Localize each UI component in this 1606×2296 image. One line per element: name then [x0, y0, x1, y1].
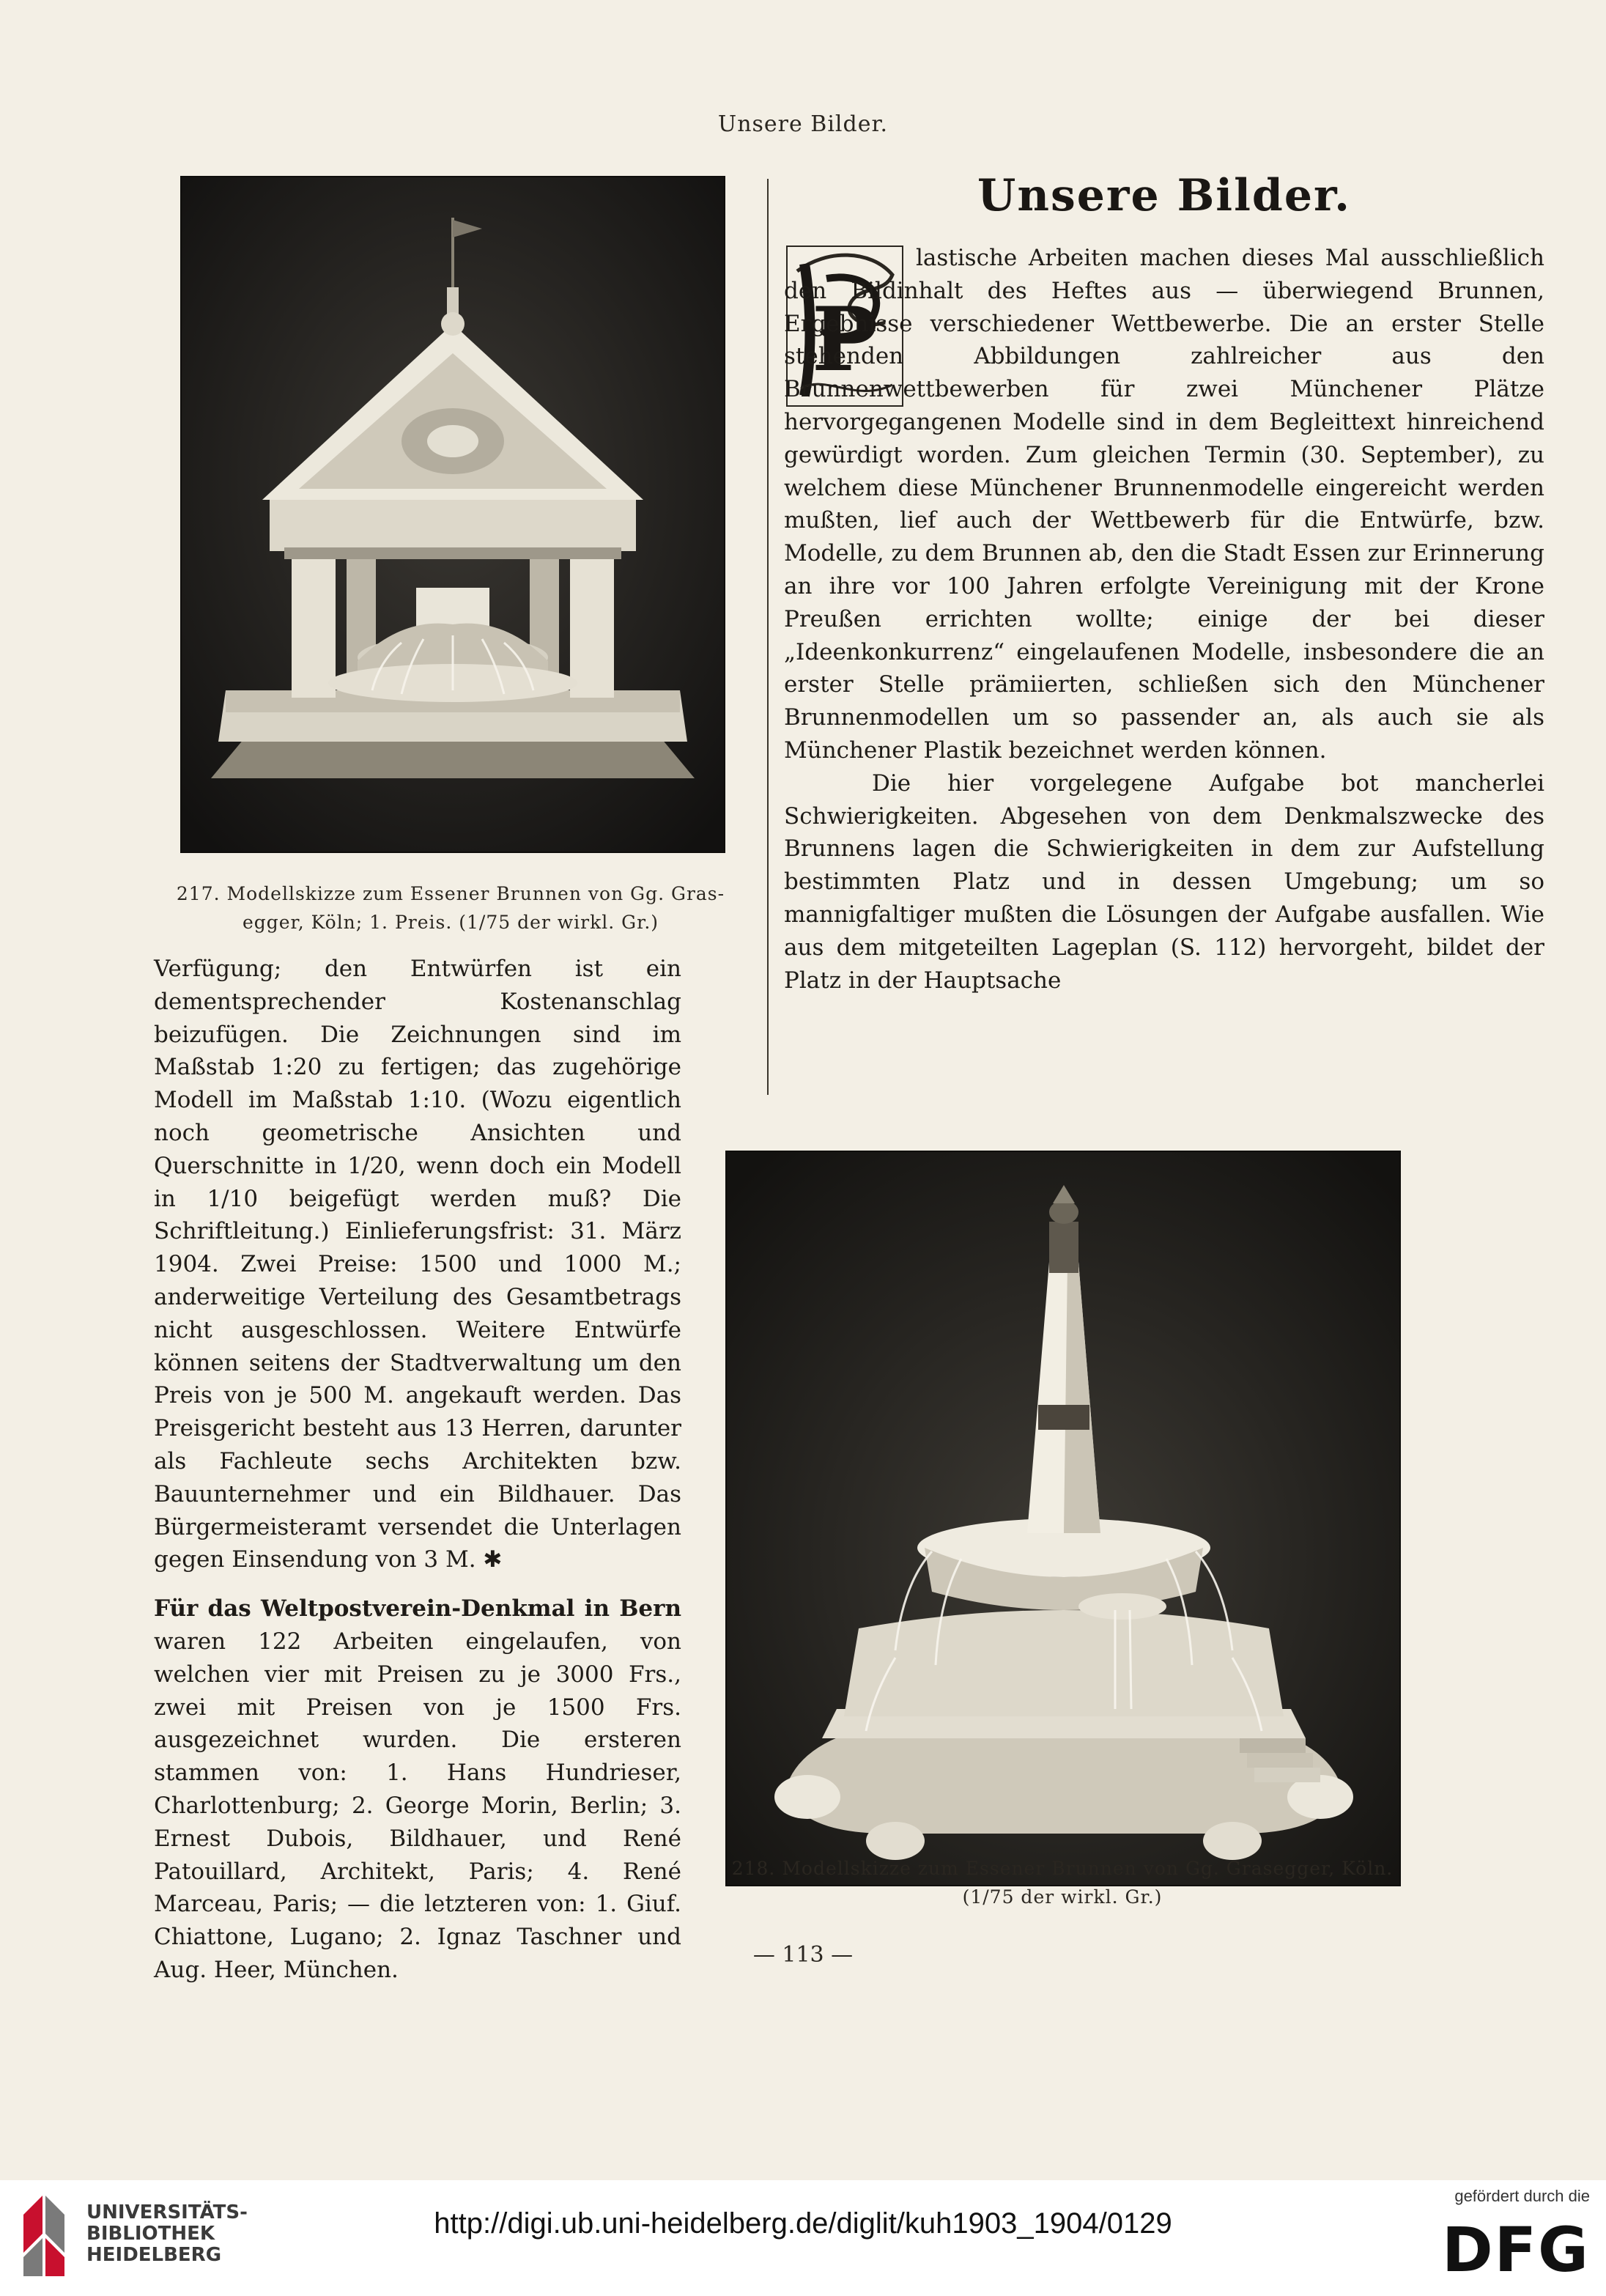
left-paragraph-2: [154, 1592, 681, 1987]
right-paragraph-2: Die hier vorgelegene Aufgabe bot mancherlei Schwierigkeiten. Abgesehen von dem Denkmalszwecke des Brunnens lagen die Schwierigkeiten in dem zur Aufstellung bestimmten Platz und in dessen Umgebung; um so mannigfaltiger mußten die Lösungen der Aufgabe ausfallen. Wie aus dem mitgeteilten Lageplan (S. 112) hervorgeht, bildet der Platz in der Hauptsache: [784, 769, 1544, 994]
fountain-temple-illustration: [182, 177, 724, 852]
fountain-obelisk-illustration: [727, 1152, 1399, 1885]
running-head: Unsere Bilder.: [717, 111, 889, 137]
figure-217-caption-line2: egger, Köln; 1. Preis. (1/75 der wirkl. Gr.): [242, 912, 659, 933]
article-heading: Unsere Bilder.: [977, 170, 1351, 221]
dfg-logo: DFG: [1441, 2214, 1590, 2286]
figure-217-caption-line1: 217. Modellskizze zum Essener Brunnen von Gg. Gras-: [176, 883, 725, 904]
right-paragraph-1-text: lastische Arbeiten machen dieses Mal ausschließlich den Bildinhalt des Heftes aus — überwiegend Brunnen, Ergebnisse verschiedener Wettbewerbe. Die an erster Stelle stehenden Abbildungen zahlreicher aus den Brunnenwettbewerben für zwei Münchener Plätze hervorgegangenen Modelle sind in dem Begleittext hinreichend gewürdigt worden. Zum gleichen Termin (30. September), zu welchem diese Münchener Brunnenmodelle eingereicht werden mußten, lief auch der Wettbewerb für die Entwürfe, bzw. Modelle, zu dem Brunnen ab, den die Stadt Essen zur Erinnerung an ihre vor 100 Jahren erfolgte Vereinigung mit der Krone Preußen errichten wollte; einige der bei dieser „Ideenkonkurrenz“ eingelaufenen Modelle, insbesondere die an erster Stelle prämiierten, schließen sich den Münchener Brunnenmodellen um so passender an, als auch sie als Münchener Plastik bezeichnet werden können.: [784, 245, 1544, 764]
figure-218-caption-line1: 218. Modellskizze zum Essener Brunnen von Gg. Grasegger, Köln.: [731, 1858, 1394, 1879]
left-paragraph-2-heading: Für das Weltpostverein-Denkmal in Bern: [154, 1595, 681, 1623]
right-column-text: [784, 242, 1544, 997]
figure-218-caption-line2: (1/75 der wirkl. Gr.): [962, 1886, 1163, 1908]
funding-label: gefördert durch die: [1454, 2187, 1590, 2205]
figure-217-photo: [180, 176, 725, 853]
left-paragraph-1: Verfügung; den Entwürfen ist ein dementsprechender Kostenanschlag beizufügen. Die Zeichnungen sind im Maßstab 1:20 zu fertigen; das zugehörige Modell im Maßstab 1:10. (Wozu eigentlich noch geometrische Ansichten und Querschnitte in 1/20, wenn doch ein Modell in 1/10 beigefügt werden muß? Die Schriftleitung.) Einlieferungsfrist: 31. März 1904. Zwei Preise: 1500 und 1000 M.; anderweitige Verteilung des Gesamtbetrags nicht ausgeschlossen. Weitere Entwürfe können seitens der Stadtverwaltung um den Preis von je 500 M. angekauft werden. Das Preisgericht besteht aus 13 Herren, darunter als Fachleute sechs Architekten bzw. Bauunternehmer und ein Bildhauer. Das Bürgermeisteramt versendet die Unterlagen gegen Einsendung von 3 M. ✱: [154, 956, 681, 1573]
figure-218-photo: [725, 1151, 1401, 1886]
page-number: — 113 —: [752, 1942, 854, 1968]
figure-217-caption: [132, 879, 769, 937]
dropcap-letter: P: [811, 288, 878, 391]
figure-218-caption: [711, 1854, 1414, 1911]
library-name-line3: HEIDELBERG: [86, 2244, 222, 2266]
left-column-text: [154, 953, 681, 1987]
right-paragraph-1: [784, 242, 1544, 767]
library-name-line2: BIBLIOTHEK: [86, 2223, 215, 2245]
library-name-line1: UNIVERSITÄTS-: [86, 2201, 248, 2223]
source-url[interactable]: http://digi.ub.uni-heidelberg.de/diglit/kuh1903_1904/0129: [434, 2207, 1172, 2240]
column-rule: [767, 179, 769, 1095]
left-paragraph-2-text: waren 122 Arbeiten eingelaufen, von welchen vier mit Preisen zu je 3000 Frs., zwei mit Preisen von je 1500 Frs. ausgezeichnet wurden. Die ersteren stammen von: 1. Hans Hundrieser, Charlottenburg; 2. George Morin, Berlin; 3. Ernest Dubois, Bildhauer, und René Patouillard, Architekt, Paris; 4. René Marceau, Paris; — die letzteren von: 1. Giuf. Chiattone, Lugano; 2. Ignaz Taschner und Aug. Heer, München.: [154, 1628, 681, 1983]
